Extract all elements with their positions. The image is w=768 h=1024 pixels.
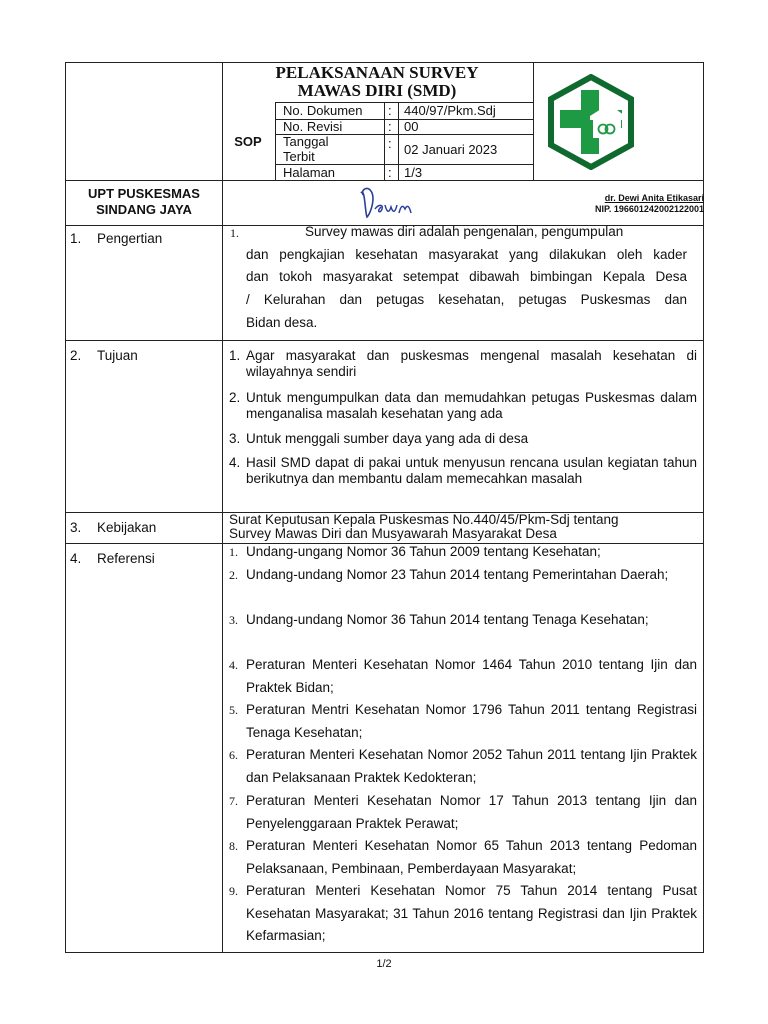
section-label-referensi: Referensi xyxy=(97,551,155,566)
referensi-item-number: 1. xyxy=(229,545,238,559)
field-label-revisi: No. Revisi xyxy=(283,119,343,134)
pengertian-line-5: Bidan desa. xyxy=(246,315,318,330)
document-title xyxy=(222,64,532,100)
field-value-revisi: 00 xyxy=(404,119,419,134)
tujuan-item-text: Untuk menggali sumber daya yang ada di desa xyxy=(246,431,529,446)
field-label-halaman: Halaman xyxy=(283,165,336,180)
referensi-item xyxy=(229,654,697,699)
tujuan-item-number: 3. xyxy=(229,431,241,446)
referensi-item xyxy=(229,541,697,564)
page-number: 1/2 xyxy=(376,958,392,970)
meta-sep-right-line xyxy=(398,102,399,180)
org-line-1: UPT PUSKESMAS xyxy=(88,186,200,201)
field-value-dokumen: 440/97/Pkm.Sdj xyxy=(404,103,496,118)
logo-column-divider xyxy=(533,62,534,180)
referensi-item-text: Undang-undang Nomor 36 Tahun 2014 tentang Tenaga Kesehatan; xyxy=(246,612,649,627)
field-sep-revisi: : xyxy=(388,119,392,134)
tujuan-item-text: Hasil SMD dapat di pakai untuk menyusun rencana usulan kegiatan tahun berikutnya dan membantu dalam memecahkan masalah xyxy=(246,455,697,486)
referensi-item xyxy=(229,564,697,587)
meta-sep-left-line xyxy=(384,102,385,180)
referensi-item-text: Peraturan Menteri Kesehatan Nomor 17 Tahun 2013 tentang Ijin dan Penyelenggaraan Praktek Perawat; xyxy=(246,793,697,831)
field-sep-tanggal: : xyxy=(388,136,392,151)
kebijakan-line-1: Surat Keputusan Kepala Puskesmas No.440/45/Pkm-Sdj tentang xyxy=(229,512,619,527)
tujuan-item xyxy=(229,348,697,380)
meta-left-line xyxy=(275,102,276,180)
referensi-item xyxy=(229,835,697,880)
head-nip: NIP. 196601242002122001 xyxy=(595,204,704,214)
pengertian-line-2: dan pengkajian kesehatan masyarakat yang dilakukan oleh kader xyxy=(246,247,687,262)
field-label-tanggal: Tanggal xyxy=(283,134,329,149)
pengertian-line-3: dan tokoh masyarakat setempat dibawah bimbingan Kepala Desa xyxy=(246,269,687,284)
referensi-item-number: 2. xyxy=(229,568,238,582)
referensi-item-text: Undang-ungang Nomor 36 Tahun 2009 tentang Kesehatan; xyxy=(246,544,601,559)
pengertian-item-number: 1. xyxy=(230,226,239,240)
title-line-2: MAWAS DIRI (SMD) xyxy=(297,81,457,100)
referensi-item xyxy=(229,609,697,632)
section-number-pengertian: 1. xyxy=(70,231,82,246)
section-number-referensi: 4. xyxy=(70,551,82,566)
puskesmas-logo-icon xyxy=(543,74,639,175)
referensi-item-text: Undang-undang Nomor 23 Tahun 2014 tentang Pemerintahan Daerah; xyxy=(246,567,669,582)
referensi-item-number: 4. xyxy=(229,658,238,672)
section-number-kebijakan: 3. xyxy=(70,520,82,535)
referensi-item-text: Peraturan Menteri Kesehatan Nomor 65 Tahun 2013 tentang Pedoman Pelaksanaan, Pembinaan, Pemberdayaan Masyarakat; xyxy=(246,838,697,876)
tujuan-item-number: 2. xyxy=(229,390,241,405)
tujuan-item xyxy=(229,431,697,447)
tujuan-item-number: 4. xyxy=(229,455,241,470)
referensi-item xyxy=(229,744,697,789)
sop-label: SOP xyxy=(234,134,262,149)
referensi-item-number: 6. xyxy=(229,748,238,762)
pengertian-line-1: Survey mawas diri adalah pengenalan, pengumpulan xyxy=(305,224,624,239)
referensi-item-text: Peraturan Menteri Kesehatan Nomor 75 Tahun 2014 tentang Pusat Kesehatan Masyarakat; 31 Tahun 2016 tentang Registrasi dan Ijin Praktek Kefarmasian; xyxy=(246,883,697,943)
referensi-item xyxy=(229,699,697,744)
title-line-1: PELAKSANAAN SURVEY xyxy=(275,63,479,82)
field-label-dokumen: No. Dokumen xyxy=(283,103,363,118)
tujuan-item-text: Agar masyarakat dan puskesmas mengenal masalah kesehatan di wilayahnya sendiri xyxy=(246,348,697,379)
referensi-item-number: 3. xyxy=(229,613,238,627)
signature-icon xyxy=(355,183,421,228)
referensi-item xyxy=(229,790,697,835)
referensi-item-number: 7. xyxy=(229,794,238,808)
pengertian-line-4: / Kelurahan dan petugas kesehatan, petugas Puskesmas dan xyxy=(246,292,687,307)
referensi-item-number: 9. xyxy=(229,884,238,898)
field-value-halaman: 1/3 xyxy=(404,165,423,180)
referensi-item-number: 8. xyxy=(229,839,238,853)
section-number-tujuan: 2. xyxy=(70,348,82,363)
referensi-item-text: Peraturan Menteri Kesehatan Nomor 2052 Tahun 2011 tentang Ijin Praktek dan Pelaksanaan Praktek Kedokteran; xyxy=(246,747,697,785)
tujuan-item-text: Untuk mengumpulkan data dan memudahkan petugas Puskesmas dalam menganalisa masalah kesehatan yang ada xyxy=(246,390,697,421)
table-border-bottom xyxy=(65,952,704,953)
org-line-2: SINDANG JAYA xyxy=(96,202,192,217)
section-label-tujuan: Tujuan xyxy=(97,348,138,363)
section-label-kebijakan: Kebijakan xyxy=(97,520,157,535)
field-value-tanggal: 02 Januari 2023 xyxy=(404,142,498,157)
header-divider xyxy=(65,180,704,181)
referensi-item-text: Peraturan Menteri Kesehatan Nomor 1464 Tahun 2010 tentang Ijin dan Praktek Bidan; xyxy=(246,657,697,695)
org-name xyxy=(66,186,222,218)
field-sep-halaman: : xyxy=(388,165,392,180)
field-label-terbit: Terbit xyxy=(283,149,315,164)
referensi-item-number: 5. xyxy=(229,703,238,717)
column-divider xyxy=(222,62,223,953)
referensi-item xyxy=(229,880,697,948)
head-name: dr. Dewi Anita Etikasari xyxy=(604,193,704,203)
field-sep-dokumen: : xyxy=(388,103,392,118)
referensi-item-text: Peraturan Mentri Kesehatan Nomor 1796 Tahun 2011 tentang Registrasi Tenaga Kesehatan; xyxy=(246,702,697,740)
head-signatory xyxy=(534,193,704,215)
section-label-pengertian: Pengertian xyxy=(97,231,163,246)
tujuan-item-number: 1. xyxy=(229,348,241,363)
tujuan-item xyxy=(229,390,697,422)
kebijakan-line-2: Survey Mawas Diri dan Musyawarah Masyarakat Desa xyxy=(229,526,557,541)
pengertian-divider xyxy=(65,340,704,341)
tujuan-item xyxy=(229,455,697,487)
